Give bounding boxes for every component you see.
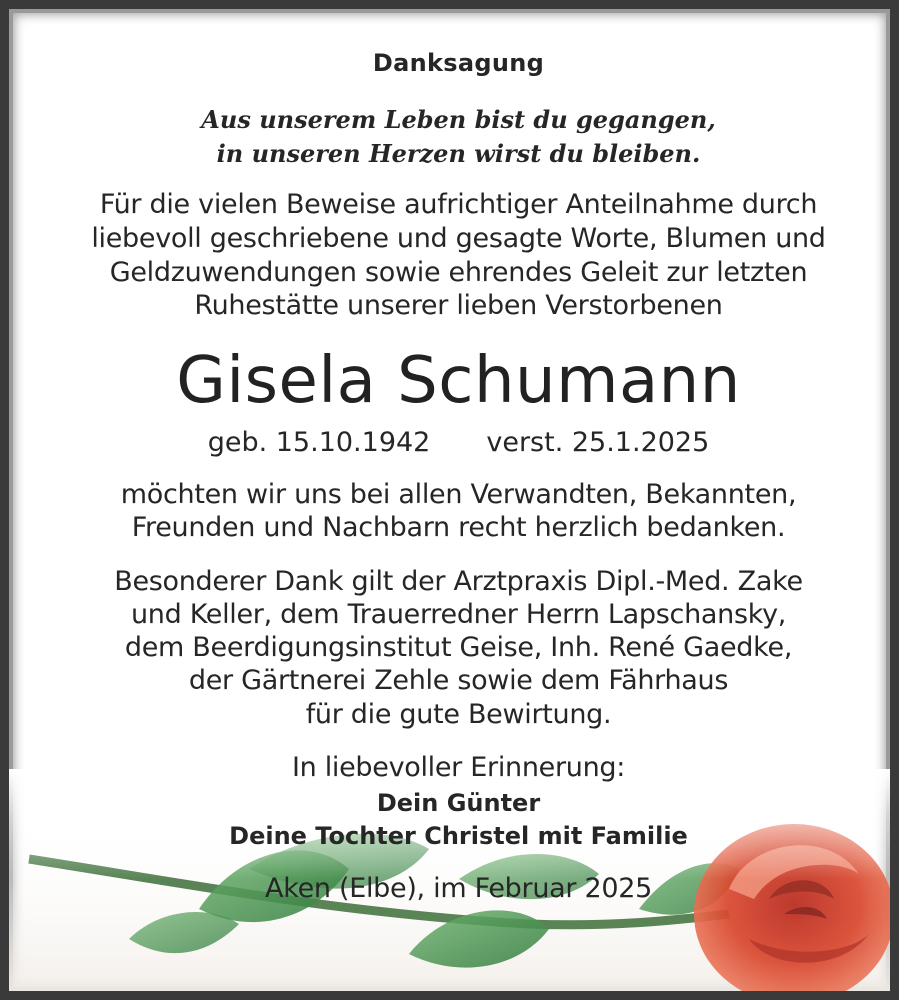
birth-date: geb. 15.10.1942: [207, 427, 431, 458]
intro-line: Für die vielen Beweise aufrichtiger Anteilnahme durch: [99, 189, 818, 220]
signature-line: Dein Günter: [376, 789, 541, 817]
verse-line: in unseren Herzen wirst du bleiben.: [216, 139, 701, 168]
death-date: verst. 25.1.2025: [486, 427, 710, 458]
deceased-name: Gisela Schumann: [176, 344, 741, 418]
intro-line: Geldzuwendungen sowie ehrendes Geleit zur letzten: [109, 257, 808, 288]
special-thanks-line: dem Beerdigungsinstitut Geise, Inh. René Gaedke,: [124, 632, 793, 663]
heading: Danksagung: [372, 49, 545, 77]
thanks-line: Freunden und Nachbarn recht herzlich bedanken.: [131, 512, 786, 543]
intro-line: liebevoll geschriebene und gesagte Worte, Blumen und: [91, 223, 826, 254]
special-thanks-line: und Keller, dem Trauerredner Herrn Lapschansky,: [130, 599, 787, 630]
closing-phrase: In liebevoller Erinnerung:: [291, 752, 626, 783]
place-date: Aken (Elbe), im Februar 2025: [265, 873, 652, 904]
special-thanks-line: für die gute Bewirtung.: [305, 699, 612, 730]
verse-line: Aus unserem Leben bist du gegangen,: [201, 105, 716, 134]
life-dates: [9, 427, 899, 458]
intro-line: Ruhestätte unserer lieben Verstorbenen: [194, 290, 723, 321]
special-thanks-line: Besonderer Dank gilt der Arztpraxis Dipl.-Med. Zake: [114, 566, 803, 597]
signature-line: Deine Tochter Christel mit Familie: [229, 822, 688, 850]
thanks-line: möchten wir uns bei allen Verwandten, Bekannten,: [120, 479, 797, 510]
special-thanks-line: der Gärtnerei Zehle sowie dem Fährhaus: [188, 665, 729, 696]
